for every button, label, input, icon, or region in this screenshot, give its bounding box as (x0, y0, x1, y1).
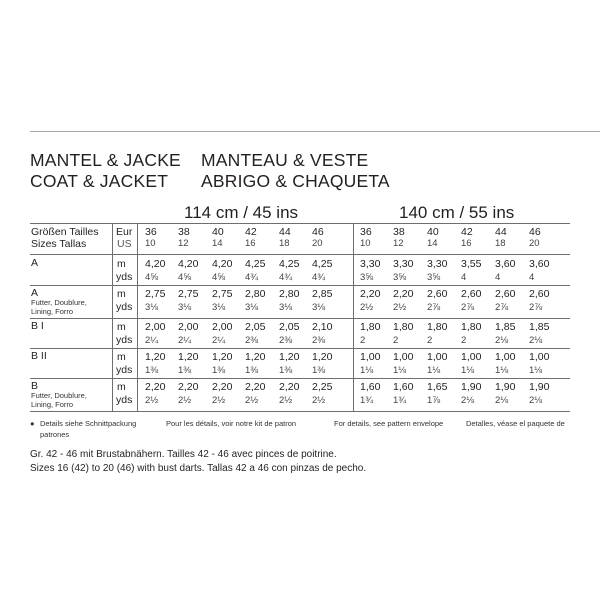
top-rule (30, 131, 600, 132)
row-sublabel: Futter, Doublure, Lining, Forro (31, 391, 87, 409)
size-eur: 46 (312, 226, 324, 238)
cell-m: 1,20 (145, 351, 166, 363)
cell-m: 1,20 (279, 351, 300, 363)
cell-yds: 1⅜ (245, 365, 259, 376)
row-label: B (31, 380, 39, 392)
cell-m: 1,00 (495, 351, 516, 363)
footnote-es: Detalles, véase el paquete de (466, 419, 565, 428)
cell-yds: 2½ (279, 395, 293, 406)
unit-yds: yds (116, 334, 133, 346)
cell-yds: 1⅛ (495, 365, 509, 376)
bust-dart-note-2: Sizes 16 (42) to 20 (46) with bust darts. Tallas 42 a 46 con pinzas de pecho. (30, 463, 367, 474)
cell-yds: 2⅛ (461, 395, 475, 406)
cell-yds: 2⅜ (312, 335, 326, 346)
size-eur: 44 (495, 226, 507, 238)
size-us: 20 (529, 238, 540, 249)
table-divider-unit (137, 223, 138, 411)
cell-yds: 2¼ (212, 335, 226, 346)
row-sublabel: Futter, Doublure, Lining, Forro (31, 298, 87, 316)
cell-yds: 2⅜ (279, 335, 293, 346)
width-head-114: 114 cm / 45 ins (184, 203, 299, 222)
title-es: ABRIGO & CHAQUETA (201, 171, 390, 191)
table-rule (30, 318, 570, 319)
cell-yds: 2½ (212, 395, 226, 406)
cell-m: 2,20 (212, 381, 233, 393)
eur-label: Eur (116, 226, 133, 238)
row-label: B II (31, 350, 47, 362)
cell-m: 1,80 (393, 321, 414, 333)
cell-m: 2,20 (245, 381, 266, 393)
cell-yds: 2⅞ (495, 302, 509, 313)
table-divider-width (353, 223, 354, 411)
cell-m: 3,30 (393, 258, 414, 270)
unit-m: m (117, 321, 126, 333)
size-eur: 42 (245, 226, 257, 238)
cell-m: 1,80 (427, 321, 448, 333)
cell-yds: 4 (529, 272, 535, 283)
cell-yds: 4 (461, 272, 467, 283)
cell-m: 2,20 (279, 381, 300, 393)
cell-yds: 2¼ (145, 335, 159, 346)
cell-yds: 3⅝ (360, 272, 374, 283)
cell-m: 1,85 (495, 321, 516, 333)
unit-m: m (117, 381, 126, 393)
cell-yds: 3⅝ (393, 272, 407, 283)
cell-m: 2,05 (245, 321, 266, 333)
size-us: 16 (245, 238, 256, 249)
size-us: 14 (427, 238, 438, 249)
size-eur: 42 (461, 226, 473, 238)
cell-yds: 3⅛ (279, 302, 293, 313)
size-us: 18 (279, 238, 290, 249)
cell-yds: 3⅛ (212, 302, 226, 313)
size-us: 12 (178, 238, 189, 249)
cell-m: 2,60 (529, 288, 550, 300)
cell-m: 1,90 (495, 381, 516, 393)
width-head-140: 140 cm / 55 ins (399, 203, 515, 222)
size-us: 20 (312, 238, 323, 249)
size-eur: 36 (145, 226, 157, 238)
size-eur: 40 (212, 226, 224, 238)
cell-m: 1,20 (212, 351, 233, 363)
unit-yds: yds (116, 271, 133, 283)
size-label-1: Größen Tailles (31, 226, 99, 238)
title-line-1 (30, 150, 369, 171)
cell-m: 2,75 (145, 288, 166, 300)
cell-yds: 3⅛ (312, 302, 326, 313)
unit-m: m (117, 258, 126, 270)
cell-m: 2,05 (279, 321, 300, 333)
size-us: 16 (461, 238, 472, 249)
us-label: US (117, 238, 132, 250)
cell-yds: 1¾ (393, 395, 407, 406)
cell-m: 1,20 (245, 351, 266, 363)
table-rule (30, 223, 570, 224)
cell-yds: 2⅛ (495, 335, 509, 346)
title-de: MANTEL & JACKE (30, 150, 181, 170)
cell-m: 2,60 (461, 288, 482, 300)
size-label-2: Sizes Tallas (31, 238, 87, 250)
size-eur: 38 (393, 226, 405, 238)
size-us: 18 (495, 238, 506, 249)
cell-m: 3,30 (427, 258, 448, 270)
size-us: 12 (393, 238, 404, 249)
cell-yds: 2½ (360, 302, 374, 313)
footnote-fr: Pour les détails, voir notre kit de patron (166, 419, 297, 428)
cell-m: 3,60 (495, 258, 516, 270)
cell-m: 1,80 (360, 321, 381, 333)
title-line-2 (30, 171, 390, 192)
cell-m: 2,85 (312, 288, 333, 300)
cell-yds: 4¾ (312, 272, 326, 283)
cell-yds: 2¼ (178, 335, 192, 346)
size-us: 10 (360, 238, 371, 249)
cell-yds: 2½ (312, 395, 326, 406)
cell-yds: 1⅛ (529, 365, 543, 376)
cell-m: 1,00 (427, 351, 448, 363)
cell-m: 4,25 (312, 258, 333, 270)
cell-yds: 2⅞ (461, 302, 475, 313)
cell-m: 1,00 (393, 351, 414, 363)
cell-yds: 2 (461, 335, 467, 346)
unit-m: m (117, 288, 126, 300)
size-eur: 44 (279, 226, 291, 238)
cell-m: 2,00 (212, 321, 233, 333)
cell-m: 2,60 (427, 288, 448, 300)
unit-yds: yds (116, 364, 133, 376)
cell-yds: 4 (495, 272, 501, 283)
cell-m: 3,60 (529, 258, 550, 270)
cell-m: 2,25 (312, 381, 333, 393)
cell-yds: 1⅛ (461, 365, 475, 376)
bust-dart-note-1: Gr. 42 - 46 mit Brustabnähern. Tailles 42 - 46 avec pinces de poitrine. (30, 449, 337, 460)
cell-m: 2,20 (360, 288, 381, 300)
cell-m: 2,10 (312, 321, 333, 333)
cell-m: 1,80 (461, 321, 482, 333)
cell-yds: 3⅛ (178, 302, 192, 313)
footnote-es-cont: patrones (40, 430, 70, 439)
footnote-en: For details, see pattern envelope (334, 419, 444, 428)
cell-m: 2,60 (495, 288, 516, 300)
cell-m: 4,20 (145, 258, 166, 270)
cell-m: 1,65 (427, 381, 448, 393)
cell-yds: 1⅜ (212, 365, 226, 376)
cell-m: 2,75 (212, 288, 233, 300)
cell-m: 1,90 (529, 381, 550, 393)
table-rule (30, 348, 570, 349)
cell-m: 3,30 (360, 258, 381, 270)
cell-yds: 2½ (145, 395, 159, 406)
size-eur: 40 (427, 226, 439, 238)
table-rule (30, 285, 570, 286)
footnote-de: Details siehe Schnittpackung (40, 419, 137, 428)
table-rule (30, 378, 570, 379)
cell-yds: 2⅜ (245, 335, 259, 346)
cell-m: 1,60 (393, 381, 414, 393)
cell-m: 2,20 (145, 381, 166, 393)
cell-yds: 2 (427, 335, 433, 346)
cell-m: 2,80 (279, 288, 300, 300)
cell-m: 4,25 (245, 258, 266, 270)
cell-m: 2,00 (178, 321, 199, 333)
cell-m: 2,00 (145, 321, 166, 333)
cell-yds: 4¾ (279, 272, 293, 283)
cell-m: 4,20 (212, 258, 233, 270)
size-eur: 46 (529, 226, 541, 238)
unit-m: m (117, 351, 126, 363)
cell-yds: 2 (360, 335, 366, 346)
cell-m: 4,20 (178, 258, 199, 270)
row-label: A (31, 287, 39, 299)
cell-yds: 2½ (245, 395, 259, 406)
size-us: 14 (212, 238, 223, 249)
cell-m: 1,20 (312, 351, 333, 363)
cell-yds: 3⅛ (245, 302, 259, 313)
cell-m: 1,20 (178, 351, 199, 363)
cell-yds: 2⅛ (495, 395, 509, 406)
cell-yds: 2 (393, 335, 399, 346)
cell-yds: 4⅝ (145, 272, 159, 283)
cell-yds: 2½ (178, 395, 192, 406)
cell-yds: 2½ (393, 302, 407, 313)
cell-yds: 1⅜ (145, 365, 159, 376)
cell-yds: 1⅜ (312, 365, 326, 376)
cell-m: 3,55 (461, 258, 482, 270)
cell-yds: 2⅛ (529, 335, 543, 346)
cell-yds: 2⅛ (529, 395, 543, 406)
size-us: 10 (145, 238, 156, 249)
cell-m: 1,85 (529, 321, 550, 333)
cell-m: 2,75 (178, 288, 199, 300)
footnote-bullet: ● (30, 419, 35, 428)
table-divider-label (112, 223, 113, 411)
cell-yds: 1⅛ (427, 365, 441, 376)
cell-m: 4,25 (279, 258, 300, 270)
cell-m: 1,60 (360, 381, 381, 393)
table-rule (30, 254, 570, 255)
row-label: A (31, 257, 39, 269)
table-rule (30, 411, 570, 412)
unit-yds: yds (116, 301, 133, 313)
cell-yds: 4⅝ (178, 272, 192, 283)
cell-yds: 1⅜ (279, 365, 293, 376)
cell-m: 2,20 (393, 288, 414, 300)
cell-yds: 3⅝ (427, 272, 441, 283)
size-eur: 38 (178, 226, 190, 238)
cell-m: 1,00 (461, 351, 482, 363)
cell-yds: 3⅛ (145, 302, 159, 313)
row-label: B I (31, 320, 44, 332)
cell-m: 1,00 (529, 351, 550, 363)
unit-yds: yds (116, 394, 133, 406)
title-en: COAT & JACKET (30, 171, 169, 191)
cell-yds: 1⅞ (427, 395, 441, 406)
cell-yds: 1⅛ (393, 365, 407, 376)
cell-yds: 1¾ (360, 395, 374, 406)
cell-m: 1,90 (461, 381, 482, 393)
cell-m: 1,00 (360, 351, 381, 363)
title-fr: MANTEAU & VESTE (201, 150, 369, 170)
cell-yds: 2⅞ (427, 302, 441, 313)
cell-yds: 1⅜ (178, 365, 192, 376)
size-eur: 36 (360, 226, 372, 238)
cell-yds: 2⅞ (529, 302, 543, 313)
cell-m: 2,20 (178, 381, 199, 393)
cell-yds: 4⅝ (212, 272, 226, 283)
cell-m: 2,80 (245, 288, 266, 300)
cell-yds: 4¾ (245, 272, 259, 283)
cell-yds: 1⅛ (360, 365, 374, 376)
